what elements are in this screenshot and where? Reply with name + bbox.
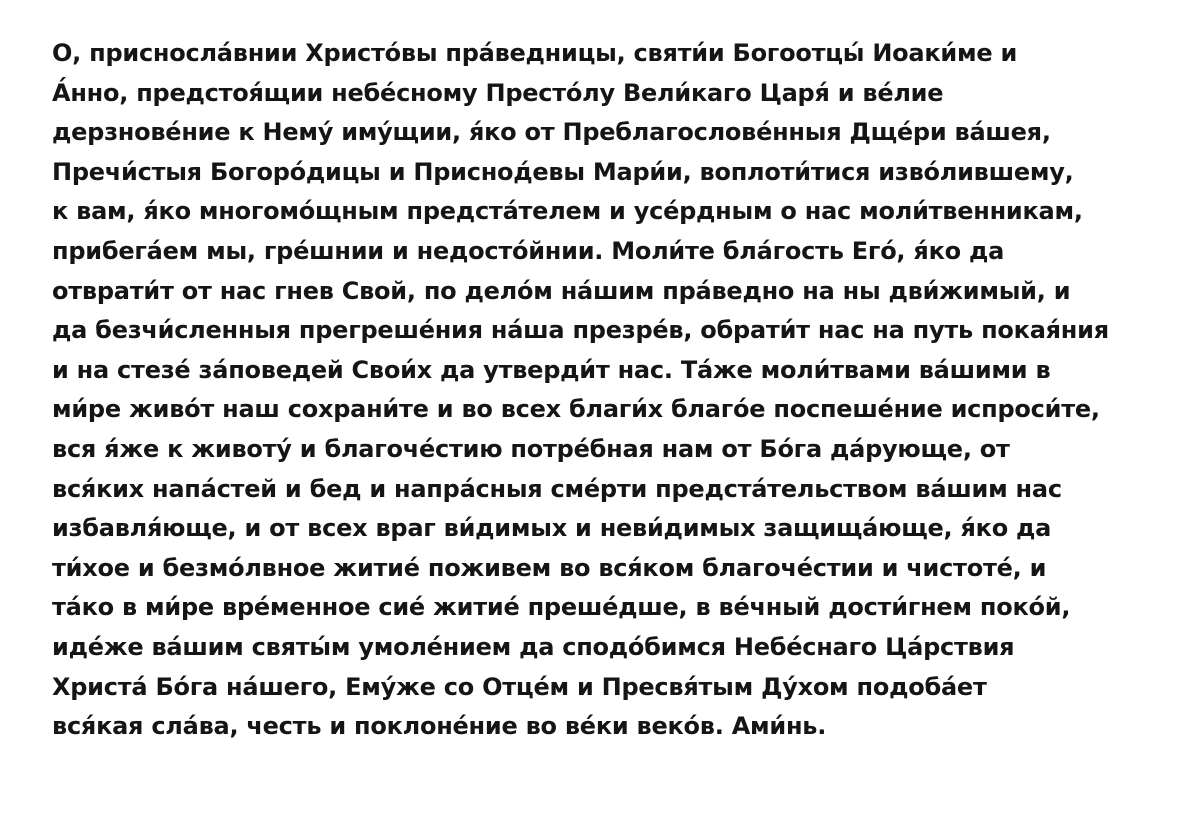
prayer-line-8: да безчи́сленныя прегреше́ния на́ша презре́в, обрати́т нас на путь покая́ния [52, 316, 1109, 345]
prayer-line-12: вся́ких напа́стей и бед и напра́сныя сме́рти предста́тельством ва́шим нас [52, 474, 1062, 503]
prayer-line-4: Пречи́стыя Богоро́дицы и Приснод́евы Мари́и, воплоти́тися изво́лившему, [52, 157, 1074, 186]
prayer-line-7: отврати́т от нас гнев Свой, по дело́м на́шим пра́ведно на ны дви́жимый, и [52, 276, 1071, 305]
prayer-line-10: ми́ре живо́т наш сохрани́те и во всех благи́х благо́е поспеше́ние испроси́те, [52, 395, 1100, 424]
prayer-line-11: вся я́же к животу́ и благоче́стию потре́бная нам от Бо́га да́рующе, от [52, 434, 1010, 463]
prayer-line-16: иде́же ва́шим святы́м умоле́нием да сподо́бимся Небе́снаго Ца́рствия [52, 632, 1015, 661]
prayer-line-2: А́нно, предстоя́щии небе́сному Престо́лу Вели́каго Царя́ и ве́лие [52, 78, 944, 107]
prayer-line-6: прибега́ем мы, гре́шнии и недосто́йнии. Моли́те бла́гость Его́, я́ко да [52, 236, 1005, 265]
prayer-line-5: к вам, я́ко многомо́щным предста́телем и усе́рдным о нас моли́твенникам, [52, 197, 1083, 226]
prayer-line-13: избавля́юще, и от всех враг ви́димых и неви́димых защища́юще, я́ко да [52, 514, 1052, 543]
prayer-text [52, 34, 1162, 747]
prayer-line-14: ти́хое и безмо́лвное житие́ поживем во вся́ком благоче́стии и чистоте́, и [52, 553, 1047, 582]
prayer-line-1: О, присносла́внии Христо́вы пра́ведницы, святи́и Богоотцы́ Иоаки́ме и [52, 39, 1018, 67]
prayer-line-18: вся́кая сла́ва, честь и поклоне́ние во ве́ки веко́в. Ами́нь. [52, 712, 827, 741]
prayer-line-17: Христа́ Бо́га на́шего, Ему́же со Отце́м и Пресвя́тым Ду́хом подоба́ет [52, 672, 987, 701]
prayer-line-15: та́ко в ми́ре вре́менное сие́ житие́ преше́дше, в ве́чный дости́гнем поко́й, [52, 593, 1071, 622]
prayer-line-9: и на стезе́ за́поведей Свои́х да утверди́т нас. Та́же моли́твами ва́шими в [52, 355, 1051, 384]
prayer-line-3: дерзнове́ние к Нему́ иму́щии, я́ко от Преблагослове́нныя Дще́ри ва́шея, [52, 118, 1051, 147]
